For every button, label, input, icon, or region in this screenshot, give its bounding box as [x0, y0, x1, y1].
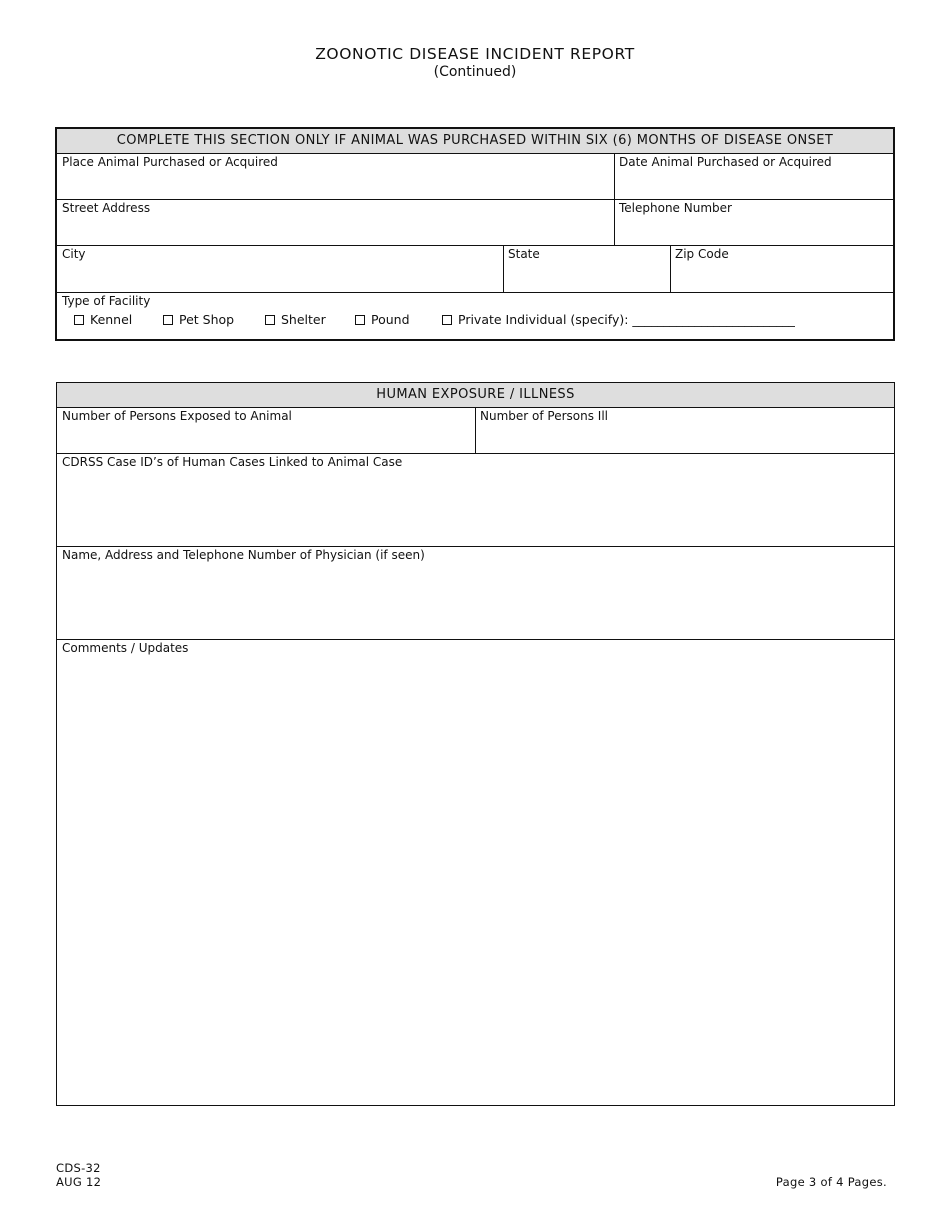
form-number: CDS-32	[56, 1161, 101, 1175]
place-purchased-field[interactable]	[57, 154, 614, 199]
form-title: ZOONOTIC DISEASE INCIDENT REPORT	[315, 45, 635, 63]
street-address-label: Street Address	[62, 201, 151, 215]
pet-shop-label: Pet Shop	[179, 312, 235, 327]
pound-label: Pound	[371, 312, 410, 327]
kennel-checkbox[interactable]	[74, 312, 132, 327]
zip-code-field[interactable]	[670, 246, 893, 292]
city-field[interactable]	[57, 246, 503, 292]
form-subtitle: (Continued)	[433, 64, 517, 80]
comments-field[interactable]	[57, 640, 894, 1105]
checkbox-icon	[355, 315, 365, 325]
pet-shop-checkbox[interactable]	[163, 312, 234, 327]
telephone-label: Telephone Number	[619, 201, 732, 215]
human-exposure-heading: HUMAN EXPOSURE / ILLNESS	[57, 383, 894, 408]
checkbox-icon	[265, 315, 275, 325]
place-purchased-label: Place Animal Purchased or Acquired	[62, 155, 278, 169]
checkbox-icon	[442, 315, 452, 325]
facility-type-label: Type of Facility	[62, 294, 151, 308]
purchase-section	[55, 127, 895, 341]
persons-exposed-field[interactable]	[57, 408, 475, 453]
city-label: City	[62, 247, 86, 261]
form-date: AUG 12	[56, 1175, 102, 1189]
private-individual-label: Private Individual (specify): __________________________	[458, 312, 795, 327]
comments-label: Comments / Updates	[62, 641, 189, 655]
physician-info-field[interactable]	[57, 547, 894, 639]
persons-ill-field[interactable]	[475, 408, 894, 453]
pound-checkbox[interactable]	[355, 312, 410, 327]
persons-exposed-label: Number of Persons Exposed to Animal	[62, 409, 292, 423]
zip-code-label: Zip Code	[675, 247, 729, 261]
private-individual-checkbox[interactable]	[442, 312, 795, 327]
state-field[interactable]	[503, 246, 670, 292]
persons-ill-label: Number of Persons Ill	[480, 409, 608, 423]
street-address-field[interactable]	[57, 200, 614, 245]
date-purchased-field[interactable]	[614, 154, 893, 199]
physician-info-label: Name, Address and Telephone Number of Physician (if seen)	[62, 548, 425, 562]
page-info: Page 3 of 4 Pages.	[775, 1175, 887, 1189]
telephone-field[interactable]	[614, 200, 893, 245]
human-exposure-section	[56, 382, 895, 1106]
shelter-label: Shelter	[281, 312, 326, 327]
state-label: State	[508, 247, 540, 261]
shelter-checkbox[interactable]	[265, 312, 326, 327]
cdrss-case-ids-field[interactable]	[57, 454, 894, 546]
cdrss-case-ids-label: CDRSS Case ID’s of Human Cases Linked to Animal Case	[62, 455, 403, 469]
date-purchased-label: Date Animal Purchased or Acquired	[619, 155, 832, 169]
purchase-section-heading: COMPLETE THIS SECTION ONLY IF ANIMAL WAS PURCHASED WITHIN SIX (6) MONTHS OF DISEASE ONSET	[57, 129, 893, 154]
checkbox-icon	[74, 315, 84, 325]
kennel-label: Kennel	[90, 312, 133, 327]
checkbox-icon	[163, 315, 173, 325]
